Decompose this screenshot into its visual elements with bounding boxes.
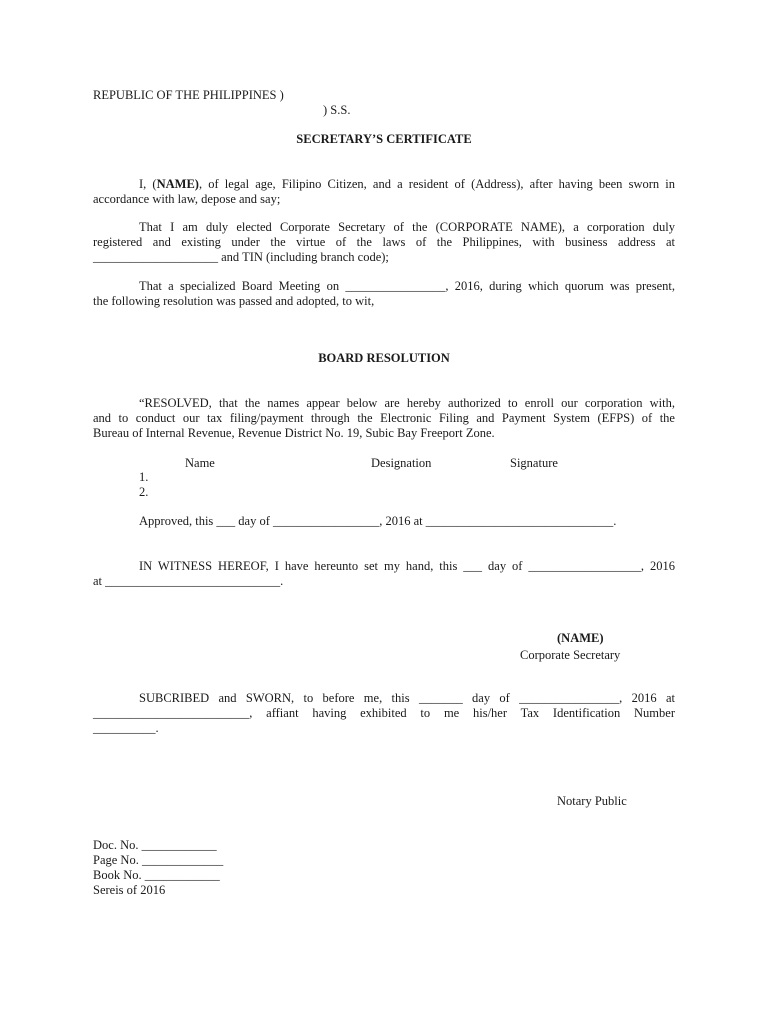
witness-line2: at ____________________________.	[93, 574, 284, 588]
para2-line1: That I am duly elected Corporate Secretary of the (CORPORATE NAME), a corporation duly	[139, 220, 675, 234]
col-header-signature: Signature	[510, 456, 558, 470]
para2-line3: ____________________ and TIN (including branch code);	[93, 250, 389, 264]
resolution-line1: “RESOLVED, that the names appear below are hereby authorized to enroll our corporation with,	[139, 396, 675, 410]
resolution-line2: and to conduct our tax filing/payment through the Electronic Filing and Payment System (EFPS) of the	[93, 411, 675, 425]
notary-public: Notary Public	[557, 794, 627, 808]
para3-line1: That a specialized Board Meeting on ________________, 2016, during which quorum was present,	[139, 279, 675, 293]
para3-line2: the following resolution was passed and adopted, to wit,	[93, 294, 375, 308]
para2-line2: registered and existing under the virtue of the laws of the Philippines, with business address at	[93, 235, 675, 249]
col-header-designation: Designation	[371, 456, 432, 470]
board-resolution-title: BOARD RESOLUTION	[318, 351, 450, 365]
subscribed-line1: SUBCRIBED and SWORN, to before me, this _______ day of ________________, 2016 at	[139, 691, 675, 705]
para1-rest: , of legal age, Filipino Citizen, and a resident of (Address), after having been sworn in	[198, 177, 675, 191]
para1-line1	[93, 177, 675, 192]
doc-no: Doc. No. ____________	[93, 838, 217, 852]
para1-line2: accordance with law, depose and say;	[93, 192, 281, 206]
series: Sereis of 2016	[93, 883, 166, 897]
certificate-title: SECRETARY’S CERTIFICATE	[296, 132, 472, 146]
subscribed-line2: _________________________, affiant having exhibited to me his/her Tax Identification Number	[93, 706, 675, 720]
signatory-name: (NAME)	[557, 631, 604, 645]
ss-line: ) S.S.	[323, 103, 351, 117]
approved-line: Approved, this ___ day of _________________, 2016 at ______________________________.	[139, 514, 617, 528]
witness-line1: IN WITNESS HEREOF, I have hereunto set my hand, this ___ day of __________________, 2016	[139, 559, 675, 573]
book-no: Book No. ____________	[93, 868, 220, 882]
resolution-line3: Bureau of Internal Revenue, Revenue District No. 19, Subic Bay Freeport Zone.	[93, 426, 495, 440]
signatory-title: Corporate Secretary	[520, 648, 621, 662]
subscribed-line3: __________.	[93, 721, 159, 735]
para1-name: NAME)	[156, 177, 199, 191]
col-header-name: Name	[185, 456, 215, 470]
para1-prefix: I, (	[139, 177, 157, 191]
republic-line: REPUBLIC OF THE PHILIPPINES )	[93, 88, 284, 102]
page-no: Page No. _____________	[93, 853, 224, 867]
signatory-row-1: 1.	[139, 470, 149, 484]
signatory-row-2: 2.	[139, 485, 149, 499]
